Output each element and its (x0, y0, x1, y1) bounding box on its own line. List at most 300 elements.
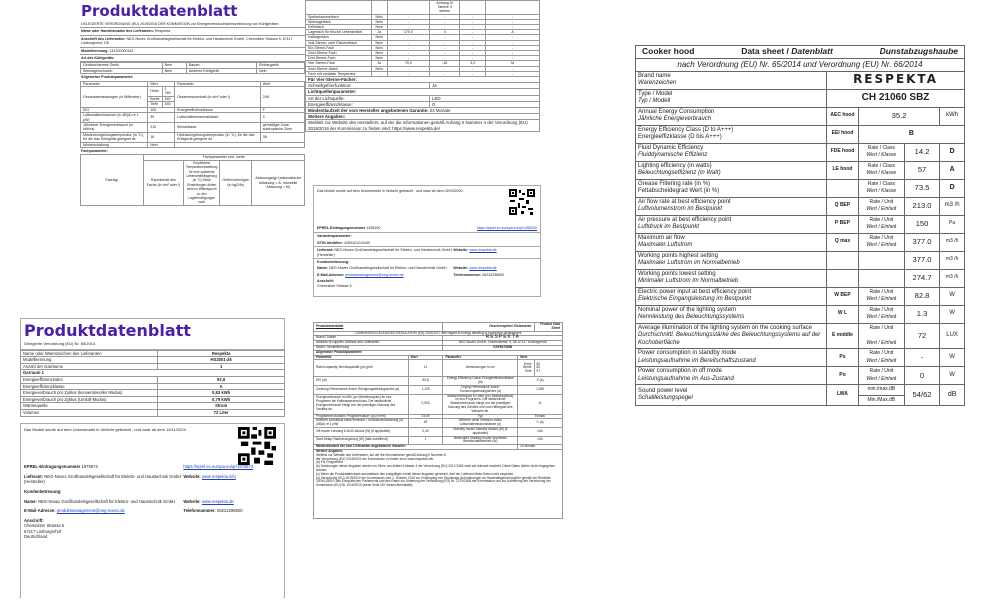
model-label: Model / Modellkennung (314, 345, 443, 350)
cell: 92,9 (158, 376, 285, 383)
row-value: 54/62 (904, 385, 939, 406)
table-row (21, 357, 285, 364)
hood-header-right: Dunstabzugshaube (879, 46, 958, 56)
cell: Ja (371, 30, 387, 35)
cell: C (a) (518, 419, 563, 428)
address-label: Anschrift des Lieferanten: (81, 36, 126, 41)
row-unit: m3 /h (940, 233, 965, 251)
cell: Nein (162, 68, 186, 73)
cell: 1 (408, 436, 443, 445)
cell: Luftschallemissionen (in dB(A) re 1 pW) (81, 113, 148, 123)
title-left: Produktdatenblatt (314, 323, 443, 332)
table-row (81, 132, 305, 142)
table-row (21, 403, 285, 410)
row-label-de: Jährliche Energieverbrauch (638, 116, 712, 122)
cell: Drei-Sterne-Fach (306, 56, 372, 61)
dim-value: 57 (536, 369, 541, 374)
phone-value: 06232298500 (217, 508, 243, 514)
hood-row-lowest (636, 269, 965, 287)
hood-header-row (636, 46, 965, 59)
address-value: NEG-Novex Großhandelsgesellschaft für Elektro- und Haustechnik GmbH, Chemnitzer Strasse 5, 67117 Limburgerhof, DE (81, 36, 293, 46)
cell: 1 (158, 363, 285, 370)
market-text: Das Modell wurde auf dem Unionsmarkt in Verkehr gebracht , und zwar ab dem 02/03/2020. (317, 189, 464, 193)
brand-label: Brand / Marke (314, 336, 443, 341)
fridge-param-table (80, 81, 305, 148)
regulation: COMMISSION DELEGATED REGULATION (EU) 2019/2017 with regard to energy labelling of household dishwashers (314, 331, 563, 336)
cell: Weinlagerfach (306, 19, 372, 24)
row-unit: m3 /h (940, 251, 965, 269)
table-row (314, 385, 563, 394)
cell: 0,83 kWh (158, 390, 285, 397)
cell: 0,49 (408, 427, 443, 436)
cell: 03:49 (408, 414, 443, 419)
eprel-label: EPREL-Eintragungsnummer (24, 464, 81, 470)
row-value: 274.7 (904, 269, 939, 287)
row-unit: W (940, 349, 965, 367)
cell: - (387, 19, 429, 24)
table-row (314, 449, 563, 518)
email-link[interactable]: produktmanagement@neg-novex.de (56, 508, 125, 514)
rate-label-de: Wert / Einheit (866, 357, 897, 364)
hood-row-sound (636, 385, 965, 406)
oven-supplier-row (24, 474, 281, 485)
annex-note: Anhang IV Tabelle 3 stehen (430, 1, 460, 15)
website-link[interactable]: www.respekta.de (201, 498, 234, 504)
oven-address (24, 518, 281, 540)
header-cell: Rauminhalt des Fachs (in dm³ oder l) (143, 160, 183, 205)
cell: - (460, 51, 486, 56)
row-label-de: Fluiddynamische Effizienz (638, 152, 708, 158)
row-label-en: Grease Filtering rate (in %) (638, 180, 711, 187)
cell: Name oder Warenzeichen des Lieferanten (21, 350, 158, 357)
row-label-de: Energieeffizklasse (D bis A+++) (638, 134, 722, 140)
cell: 100 (148, 107, 175, 112)
cell: - (486, 25, 540, 30)
cell: 170,0 (387, 30, 429, 35)
cell: Ja (371, 61, 387, 66)
cell: - (460, 14, 486, 19)
supplier-value: NEG-Novex Großhandelsgesellschaft für Elektro- und Haustechnik GmbH (Hersteller) (317, 248, 453, 257)
note: (d) Verordnung (EU) 2019/2022 der Kommission vom 1. Oktober 2019 zur Festlegung von Ökodesign-Anforderungen an Haushaltsgeschirrspüler gemäß der Richtlinie 2009/125/EG des Europäischen Parlaments und des Rates zur Änderung der Verordnung (EG) Nr. 1275/2008 der Kommission und zur Aufhebung der Verordnung der Kommission (EU) Nr. 1016/2010 (siehe Seite 267 dieses Amtsblatts). (316, 475, 551, 488)
address-value: NEG-Novex GmbH, Chemnitzerstr. 5, DE-67117 Limburgerhof (443, 341, 563, 346)
cell: - (460, 66, 486, 71)
cell: Jährlicher Energieverbrauch (in kWh/a) (81, 122, 148, 132)
row-unit: kWh (940, 107, 965, 125)
name-label: Name: (317, 266, 328, 271)
cell: - (387, 45, 429, 50)
table-row (81, 87, 305, 97)
cell: Modellkennung (21, 357, 158, 364)
cell: Start Delay/ Startverzögerung (W) (falls zutreffend) (314, 436, 409, 445)
header-cell: Wert (148, 81, 175, 86)
header-cell: Wert (518, 355, 563, 360)
website-link[interactable]: www.respekta.info (201, 473, 236, 479)
table-row (306, 120, 540, 131)
oven-title-block (20, 318, 285, 350)
row-label-en: Nominal power of the lighting system (638, 306, 737, 313)
rate-label-en: Rate / Class (867, 180, 895, 187)
row-label-de: Luftvolumenstrom im Bestpunkt (638, 206, 723, 212)
cell: 0,933 (408, 394, 443, 414)
website-link[interactable]: www.respekta.de (469, 248, 497, 253)
oven-datasheet (20, 318, 285, 598)
oven-contact-row (24, 508, 281, 514)
row-label-en: Sound power level (638, 387, 688, 394)
website-label: Website: (453, 266, 469, 271)
email-link[interactable]: produktmanagement@neg-novex.de (345, 272, 404, 277)
table-row (314, 419, 563, 428)
cooker-hood-datasheet (635, 45, 965, 515)
table-row (81, 63, 305, 68)
phone-label: Telefonnummer: (453, 272, 482, 277)
cell: Null-Sterne- oder Eisbereitfach (306, 40, 372, 45)
cell: Einbau (518, 414, 563, 419)
fridge-regulation: DELEGIERTE VERORDNUNG (EU) 2019/2016 DER KOMMISSION zur Energieverbrauchskennzeichnung von Kühlgeräten (80, 21, 305, 28)
rate-label-en: Rate / Unit (869, 234, 894, 241)
row-label-en: Working points lowest setting (638, 270, 716, 277)
cell: - (486, 71, 540, 76)
name-value: NEG-Novex Großhandelsgesellschaft für Elektro- und Haustechnik GmbH (37, 498, 176, 504)
cell: Airborne noise emission class/ Luftschallemissionsklasse (a) (443, 419, 518, 428)
cell: 1,125 (408, 385, 443, 394)
cell: 4 (430, 30, 460, 35)
rate-label-de: Wert / Klasse (866, 170, 897, 176)
note: der Verordnung (EU) 2019/2022 der Kommission zu finden sind: www.respekta.info (316, 456, 434, 461)
cell: Vier-Sterne-Fach (306, 61, 372, 66)
header-cell: Empfohlene Temperatureinstellung für eine optimierte Lebensmittellagerung (in °C) Diese Einstellungen dürfen nicht im Widerspruch zu den Lagerbedingungen nach (184, 160, 220, 205)
row-label-en: Electric power input at best efficiency point (638, 288, 752, 295)
dim-label: Höhe (523, 361, 532, 366)
cell: - (430, 45, 460, 50)
hood-header-mid: Data sheet / (741, 46, 792, 56)
table-row (21, 390, 285, 397)
cell: Volumen (21, 409, 158, 416)
fridge-market-row (314, 186, 540, 226)
four-star-heading: Für Vier-Sterne-Fächer: (306, 77, 540, 83)
hood-row-aec (636, 107, 965, 125)
cell: - (387, 51, 429, 56)
cell: Wärmequelle (21, 403, 158, 410)
header-cell: Gefriervermögen (in kg/24h) (220, 160, 252, 205)
qr-code-icon (509, 189, 535, 215)
cell: Energieverbrauch pro Zyklus (konventioneller Modus) (21, 390, 158, 397)
hood-row-le (636, 161, 965, 179)
cell: - (430, 35, 460, 40)
cell: - (486, 19, 540, 24)
cell: - (430, 56, 460, 61)
volume-value: 248 (260, 87, 304, 108)
row-label-en: Maximum air flow (638, 234, 685, 241)
cell: gemäßigte Zone, subtropische Zone (260, 122, 304, 132)
oven-eprel-card (20, 423, 285, 598)
phone-value: 06232298500 (482, 272, 505, 277)
fridge-general-heading: Allgemeine Produktparameter: (81, 75, 134, 80)
fridge-compartment-header (80, 154, 305, 205)
cell: Ein-Sterne-Fach (306, 45, 372, 50)
light-heading: Lichtquellenparameter: (306, 89, 540, 95)
hood-row-highest (636, 251, 965, 269)
table-row (21, 396, 285, 403)
cell: Nein (371, 19, 387, 24)
cell: 16 (148, 132, 175, 142)
fridge-type-table (80, 62, 305, 74)
rate-label-de: Wert / Einheit (866, 206, 897, 212)
brand-label-en: Brand name (638, 72, 671, 79)
cell: - (430, 40, 460, 45)
cell: 540 (162, 96, 175, 101)
eprel-value: 1975873 (81, 464, 98, 470)
fridge-compartment-table (305, 0, 540, 132)
eprel-value: 1455200 (366, 226, 381, 230)
light-type-label: Art der Lichtquelle: (306, 95, 430, 101)
dishwasher-datasheet (313, 322, 563, 522)
cell: 55,8 (408, 377, 443, 386)
cell: N/A (518, 436, 563, 445)
table-row (21, 363, 285, 370)
oven-title: Produktdatenblatt (24, 321, 191, 340)
hood-brand-row (636, 71, 965, 89)
row-unit: W (940, 367, 965, 385)
fridge-model (80, 48, 305, 55)
row-symbol: LWA (827, 385, 859, 406)
fridge-datasheet (80, 0, 305, 300)
table-row (314, 377, 563, 386)
cell: Airborne acoustical noise emission / Geräuschentwicklung (a) (dB(A) re 1 pW) (314, 419, 409, 428)
header-cell: Wert (408, 355, 443, 360)
hood-regulation-row (636, 58, 965, 71)
row-label-en: Annual Energy Consumption (638, 108, 715, 115)
row-unit: m3 /h (940, 269, 965, 287)
cell: Energy Efficiency Class/ Energieeffizienzklasse (ai) (443, 377, 518, 386)
cell: - (371, 71, 387, 76)
variant-label: Variantenparameter: (317, 234, 352, 239)
more-heading: Weitere Angaben: (316, 448, 343, 453)
row-symbol: AEC hood (827, 107, 859, 125)
row-symbol: Q max (827, 233, 859, 251)
supplier-label: Lieferant: (317, 248, 334, 253)
cell: C (260, 113, 304, 123)
cell: Lagerfach für frische Lebensmittel (306, 30, 372, 35)
header-cell: Fachparameter und -werte (143, 155, 304, 160)
cell: - (486, 56, 540, 61)
rate-label-en: Rate / Unit (869, 288, 894, 295)
row-unit: Pa (940, 215, 965, 233)
header-cell: Parameter (175, 81, 261, 86)
row-label-en: Air flow rate at best efficiency point (638, 198, 731, 205)
row-label-en: Air pressure at best efficiency point (638, 216, 732, 223)
cell: Höhe (148, 87, 162, 97)
row-label-de: Maximaler Luftstrom im Normalbetrieb (638, 260, 740, 266)
fast-freeze-label: Schnellgefrierfunktion: (306, 83, 430, 89)
supplier-value: NEG-Novex Großhandelsgesellschaft für Elektro- und Haustechnik GmbH (Hersteller) (24, 473, 182, 485)
eprel-link[interactable]: https://eprel.ec.europa.eu/qr/1455200 (477, 226, 537, 230)
header-cell: Parameter (81, 81, 148, 86)
cell: - (460, 45, 486, 50)
row-class: A (940, 161, 965, 179)
service-heading: Kundenbetreuung: (24, 488, 62, 494)
cell: Nein (162, 63, 186, 68)
cell: Luftschallemissionsklasse (175, 113, 261, 123)
table-row (21, 370, 285, 377)
eprel-link[interactable]: https://eprel.ec.europa.eu/qr/1975873 (183, 464, 254, 470)
row-unit: m3 /h (940, 197, 965, 215)
fridge-title: Produktdatenblatt (81, 2, 238, 20)
hood-row-qmax (636, 233, 965, 251)
cell: 3,2 (460, 61, 486, 66)
warranty-value: 24 Monate (518, 445, 563, 450)
header-cell: Wert (260, 81, 304, 86)
gtin-value: 4260421210449 (343, 240, 370, 245)
cell: Energieeffizienzklasse (175, 107, 261, 112)
cell: Energieverbrauch in kWh (pro Betriebszyklus) im eco-Programm bei Kaltwasseranschluss. Der tatsächliche Energieverbrauch hängt von der jeweiligen Nutzung des Gerätes ab. (314, 394, 409, 414)
cell: 1,065 (518, 385, 563, 394)
brand-logo: RESPEKTA (443, 336, 563, 341)
row-label-en: Working points highest setting (638, 252, 718, 259)
rate-label-de: Wert / Klasse (866, 152, 897, 158)
rate-label-de: Wert / Einheit (866, 224, 897, 230)
oven-eprel-row (24, 464, 281, 470)
hood-table (635, 45, 965, 406)
title-far: Product Data Sheet (534, 323, 562, 332)
row-symbol (827, 179, 859, 197)
website-label: Website: (183, 498, 201, 504)
cavity-heading: Garraum 1 (21, 370, 285, 377)
dim-label: Tiefe (524, 369, 532, 374)
cell: - (486, 45, 540, 50)
row-class: D (940, 143, 965, 161)
fridge-eprel-row (314, 226, 540, 233)
cell: Nein (371, 35, 387, 40)
cell: Networked Standby mode/ Vernetzter Bereitschaftsbetrieb (W) (443, 436, 518, 445)
hood-header-left: Cooker hood (642, 46, 695, 56)
address-line: Chemnitzer Strasse 5 (24, 523, 65, 529)
cell: Nein (371, 51, 387, 56)
cell: 72 Liter (158, 409, 285, 416)
cell: - (387, 14, 429, 19)
cell: 38 (260, 132, 304, 142)
website-link[interactable]: www.respekta.de (469, 266, 497, 271)
row-value: - (904, 349, 939, 367)
row-label-de: Durchschnittl. Beleuchtungsstärke des Beleuchtungssystems auf der Kochoberfläche (638, 332, 821, 346)
row-label-de: Luftdruck im Bestpunkt (638, 224, 700, 230)
hood-row-emiddle (636, 323, 965, 349)
fridge-compartment-heading: Fachparameter: (81, 148, 108, 153)
cell: - (486, 66, 540, 71)
row-unit: LUX (940, 323, 965, 349)
cell: N/A (518, 427, 563, 436)
warranty-label: Mindestlaufzeit der vom Hersteller angebotenen Garantie: (308, 108, 429, 114)
market-text: Das Modell wurde auf dem Unionsmarkt in Verkehr gebracht , und zwar ab dem 19/11/2024 (24, 426, 186, 432)
row-label-en: Power consumption in off mode (638, 368, 722, 374)
qr-code-icon (238, 427, 276, 465)
cell: 210 (148, 122, 175, 132)
eprel-label: EPREL-Eintragungsnummer (317, 226, 366, 230)
cell: - (460, 71, 486, 76)
fast-freeze-value: Ja (430, 83, 540, 89)
cell: M (486, 61, 540, 66)
dim-value: 60 (536, 365, 541, 370)
cell: Programme duration/ Programmdauer (a) (h:mm) (314, 414, 409, 419)
rate-label-en: Rate / Unit (869, 368, 894, 374)
row-symbol: FDE hood (827, 143, 859, 161)
row-value: 213.0 (904, 197, 939, 215)
rate-label-en: min./max.dB (859, 385, 904, 396)
fridge-supplier (80, 28, 305, 35)
cell: HS2001-26 (158, 357, 285, 364)
cell: - (387, 40, 429, 45)
oven-table (20, 350, 285, 417)
rate-label-de: Wert / Klasse (866, 188, 897, 194)
header-cell: Abtauungstyp (automatische Abtauung = A, manuelle Abtauung = M) (252, 160, 305, 205)
cell: - (430, 71, 460, 76)
cell: Abmessungen in cm (443, 360, 518, 377)
hood-header-mid-de: Datenblatt (791, 46, 833, 56)
cell: EEI (ai) (314, 377, 409, 386)
cell: - (460, 40, 486, 45)
cell: -18 (430, 61, 460, 66)
cell: 540 (162, 102, 175, 107)
address-label: Anschrift: (317, 279, 334, 284)
cell: Wasserverbrauch in Litern (pro Betriebszyklus) im eco-Programm. Der tatsächliche Wasserverbrauch hängt von der jeweiligen Nutzung des Gerätes und vom Härtegrad des Wassers ab. (443, 394, 518, 414)
row-value: B (858, 125, 964, 143)
cell: - (430, 51, 460, 56)
cell: - (460, 30, 486, 35)
cell: Winterschaltung (81, 142, 148, 147)
email-label: E-Mail-Adresse: (317, 272, 345, 277)
hood-row-standby (636, 349, 965, 367)
dishwasher-table (313, 322, 563, 519)
table-row (21, 383, 285, 390)
row-symbol: Ps (827, 349, 859, 367)
cell: - (430, 14, 460, 19)
cell: Bauart: (186, 63, 256, 68)
header-cell: Parameter (314, 355, 409, 360)
row-symbol: P BEP (827, 215, 859, 233)
rate-label-en: Rate / Unit (869, 306, 894, 313)
cell: 12 (408, 360, 443, 377)
row-label-de: Leistungsaufnahme im Aus-Zustand (638, 375, 734, 382)
row-class: D (940, 179, 965, 197)
cell: Off-mode/ Leistung in AUS-Modus (W) (if applicable) (314, 427, 409, 436)
row-label-en: Energy Efficiency Class (D to A+++) (638, 126, 734, 133)
light-class-value: G (430, 101, 540, 107)
table-row (314, 360, 563, 377)
rate-label-en: Rate / Unit (869, 350, 894, 356)
cell: Energieverbrauch pro Zyklus (Umluft-Modus) (21, 396, 158, 403)
cell: - (387, 66, 429, 71)
name-label: Name: (24, 498, 37, 504)
header-cell: Parameter (443, 355, 518, 360)
website-label: Website: (183, 473, 201, 479)
general-heading: Allgemeine Produktparameter: (314, 350, 563, 355)
supplier-label: Lieferant: (24, 473, 44, 479)
email-label: E-Mail-Adresse: (24, 508, 56, 514)
rate-label-en: Rate / Unit (869, 216, 894, 223)
volume-label: Gesamtrauminhalt (in dm³ oder l) (175, 87, 261, 108)
row-label-en: Lighting efficiency (in watts) (638, 162, 712, 169)
dims-label: Gesamtabmessungen (in Millimeter) (81, 87, 148, 108)
row-label-en: Power consumption in standby mode (638, 350, 737, 356)
cell: - (460, 56, 486, 61)
row-label-en: Fluid Dynamic Efficiency (638, 144, 704, 151)
cell: Nein (371, 66, 387, 71)
supplier-label: Name oder Handelsmarke des Lieferanten: (81, 29, 154, 34)
row-label-de: Schallleistungspegel (638, 395, 693, 401)
light-type-value: LED (430, 95, 540, 101)
table-row (314, 323, 563, 332)
light-class-label: Energieeffizienzklasse: (306, 101, 430, 107)
cell: Kellerfach (306, 25, 372, 30)
